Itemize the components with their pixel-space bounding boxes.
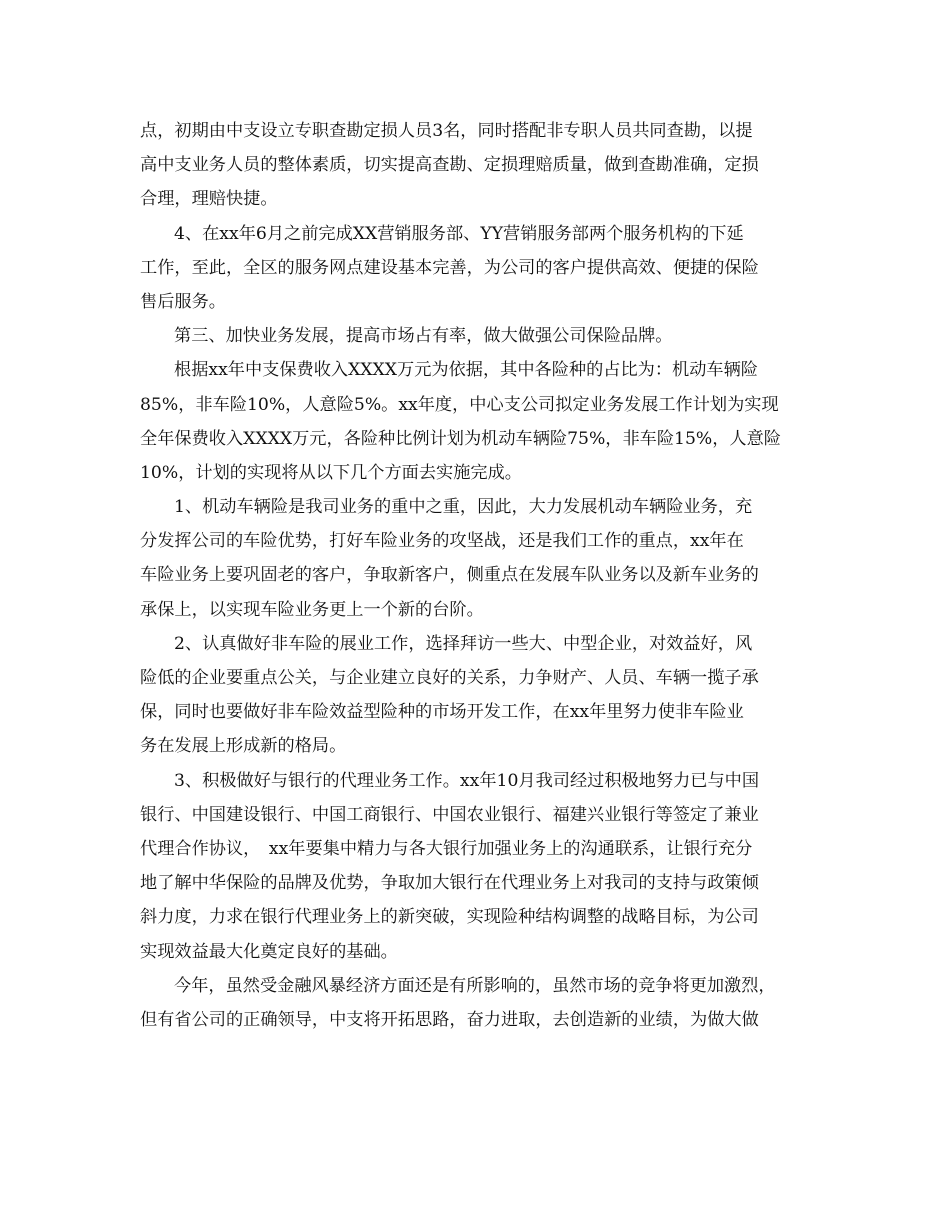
text-line: 85%，非车险10%，人意险5%。xx年度，中心支公司拟定业务发展工作计划为实现: [140, 394, 779, 415]
text-line: 工作，至此，全区的服务网点建设基本完善，为公司的客户提供高效、便捷的保险: [140, 257, 759, 278]
text-line: 但有省公司的正确领导，中支将开拓思路，奋力进取，去创造新的业绩，为做大做: [140, 1009, 759, 1030]
text-line: 斜力度，力求在银行代理业务上的新突破，实现险种结构调整的战略目标，为公司: [140, 907, 759, 928]
text-line: 根据xx年中支保费收入XXXX万元为依据，其中各险种的占比为：机动车辆险: [174, 360, 758, 381]
text-line: 实现效益最大化奠定良好的基础。: [140, 941, 398, 962]
text-line: 保，同时也要做好非车险效益型险种的市场开发工作，在xx年里努力使非车险业: [140, 702, 744, 723]
text-line: 售后服务。: [140, 291, 226, 312]
text-line: 2、认真做好非车险的展业工作，选择拜访一些大、中型企业，对效益好，风: [174, 633, 753, 654]
text-line: 分发挥公司的车险优势，打好车险业务的攻坚战，还是我们工作的重点，xx年在: [140, 531, 744, 552]
text-line: 10%，计划的实现将从以下几个方面去实施完成。: [140, 462, 522, 483]
text-line: 1、机动车辆险是我司业务的重中之重，因此，大力发展机动车辆险业务，充: [174, 497, 753, 518]
text-line: 合理，理赔快捷。: [140, 189, 278, 210]
text-line: 承保上，以实现车险业务更上一个新的台阶。: [140, 599, 484, 620]
text-line: 4、在xx年6月之前完成XX营销服务部、YY营销服务部两个服务机构的下延: [174, 223, 744, 244]
text-line: 第三、加快业务发展，提高市场占有率，做大做强公司保险品牌。: [174, 326, 673, 347]
text-line: 3、积极做好与银行的代理业务工作。xx年10月我司经过积极地努力已与中国: [174, 770, 760, 791]
text-line: 车险业务上要巩固老的客户，争取新客户，侧重点在发展车队业务以及新车业务的: [140, 565, 759, 586]
text-line: 今年，虽然受金融风暴经济方面还是有所影响的，虽然市场的竞争将更加激烈，: [174, 975, 776, 996]
text-line: 高中支业务人员的整体素质，切实提高查勘、定损理赔质量，做到查勘准确，定损: [140, 155, 759, 176]
text-line: 务在发展上形成新的格局。: [140, 736, 347, 757]
text-line: 代理合作协议， xx年要集中精力与各大银行加强业务上的沟通联系，让银行充分: [140, 838, 753, 859]
text-line: 点，初期由中支设立专职查勘定损人员3名，同时搭配非专职人员共同查勘，以提: [140, 121, 753, 141]
text-line: 全年保费收入XXXX万元，各险种比例计划为机动车辆险75%，非车险15%，人意险: [140, 428, 781, 449]
text-line: 险低的企业要重点公关，与企业建立良好的关系，力争财产、人员、车辆一揽子承: [140, 668, 759, 688]
text-line: 地了解中华保险的品牌及优势，争取加大银行在代理业务上对我司的支持与政策倾: [140, 873, 759, 894]
document-body: [140, 114, 820, 1037]
text-line: 银行、中国建设银行、中国工商银行、中国农业银行、福建兴业银行等签定了兼业: [140, 804, 759, 825]
